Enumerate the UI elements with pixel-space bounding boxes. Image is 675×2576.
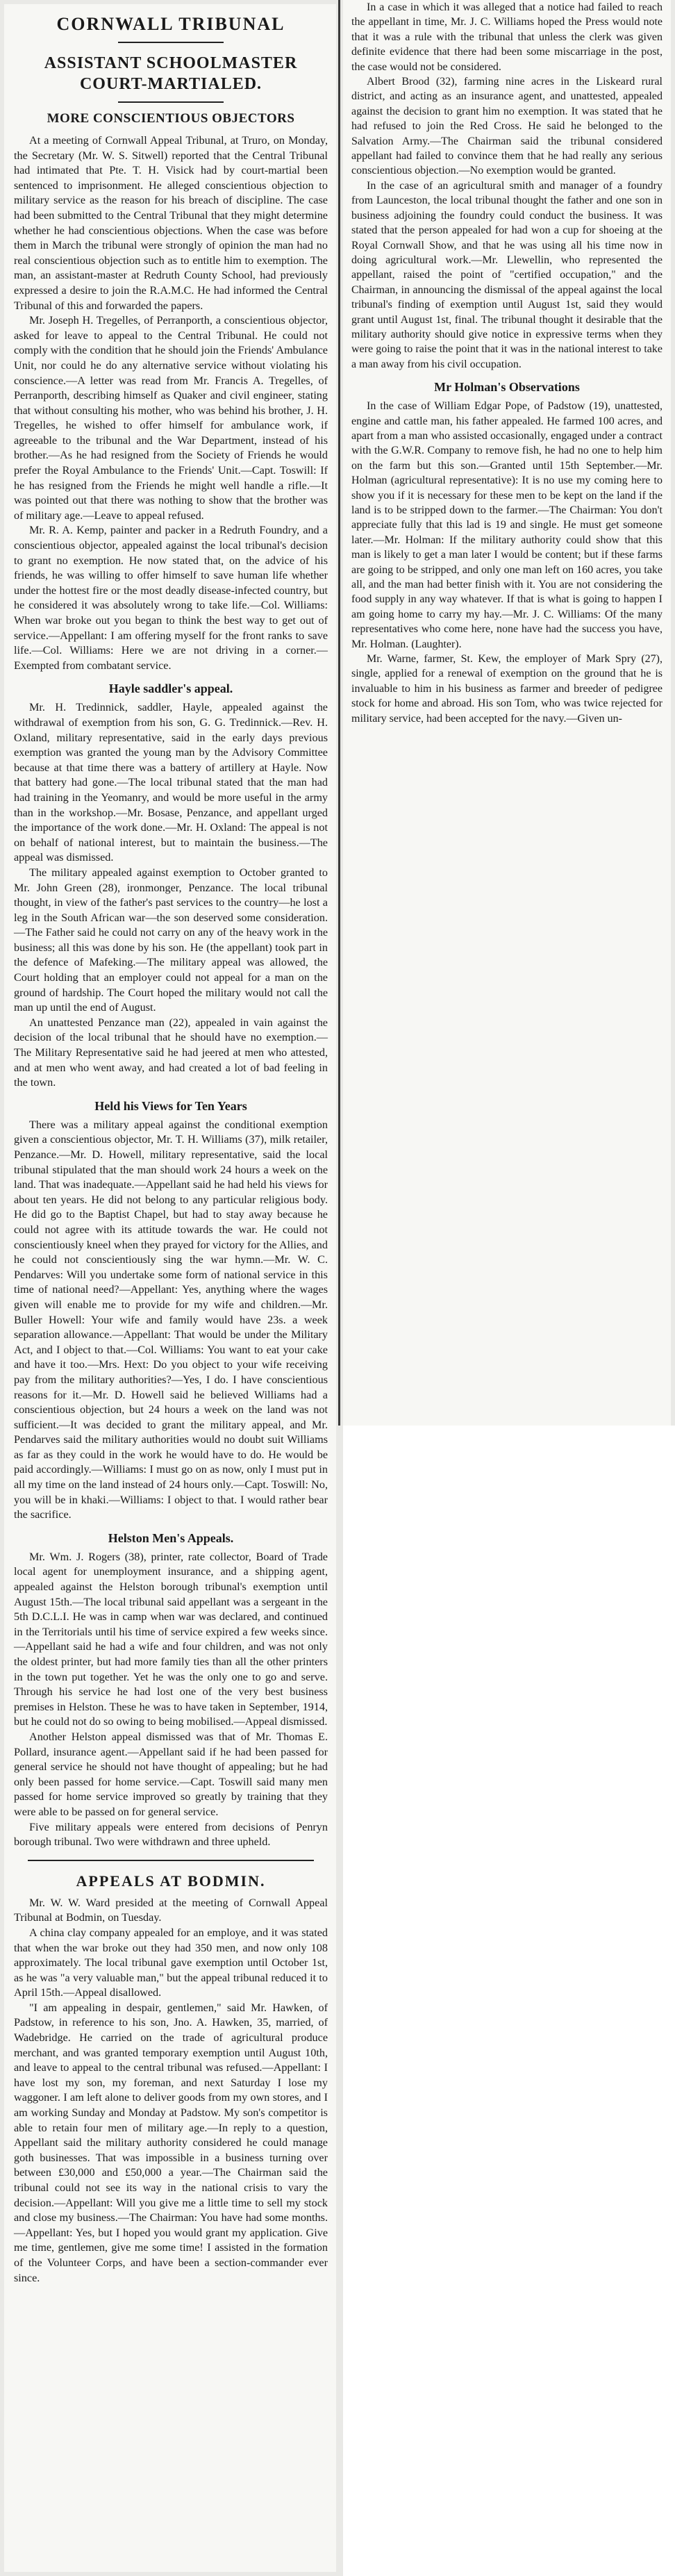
paragraph: The military appealed against exemption to October granted to Mr. John Green (28), ironmonger, Penzance. The local tribunal thought, in view of the father's past services to the country—he lost a leg in the South African war—the son deserved some consideration.—The Father said he could not carry on any of the heavy work in the business; all this was done by his son. He (the appellant) took part in the defence of Mafeking.—The military appeal was allowed, the Court holding that an employer could not appeal for a man on the ground of hardship. The Court hoped the military would not call the man up until the end of August.: [14, 866, 328, 1014]
section-hayle: [14, 682, 328, 1090]
section-holman: [351, 380, 662, 726]
paragraph: An unattested Penzance man (22), appealed in vain against the decision of the local tribunal that he should have no exemption.—The Military Representative said he had jeered at men who attested, and at men who went away, and had created a lot of bad feeling in the town.: [14, 1016, 328, 1089]
section-bodmin-continued: [351, 0, 662, 372]
headline-line-1: ASSISTANT SCHOOLMASTER: [44, 54, 298, 72]
section-intro: [14, 133, 328, 673]
paragraph: "I am appealing in despair, gentlemen," said Mr. Hawken, of Padstow, in reference to his son, Jno. A. Hawken, 35, married, of Wadebridge. He carried on the trade of agricultural produce merchant, and was granted temporary exemption until August 10th, and leave to appeal to the central tribunal was refused.—Appellant: I have lost my son, my foreman, and next Saturday I lose my waggoner. I am left alone to deliver goods from my own stores, and I am working Sunday and Monday at Padstow. My son's competitor is able to retain four men of military age.—In reply to a question, Appellant said the military authority considered he could manage goth businesses. That was impossible in a business turning over between £30,000 and £50,000 a year.—The Chairman said the tribunal could not see its way in the national crisis to vary the decision.—Appellant: Will you give me a little time to sell my stock and close my business.—The Chairman: You have had some months.—Appellant: Yes, but I hoped you would grant my application. Give me time, gentlemen, give me some time! I assisted in the formation of the Volunteer Corps, and have been a section-commander ever since.: [14, 2001, 328, 2284]
section-heading: Held his Views for Ten Years: [94, 1098, 247, 1113]
paragraph: In a case in which it was alleged that a notice had failed to reach the appellant in time, Mr. J. C. Williams hoped the Press would note that it was a rule with the tribunal that unless the clerk was given definite evidence that there had been some miscarriage in the post, the case would not be considered.: [351, 1, 662, 73]
right-column: [343, 0, 671, 1426]
column-divider: [338, 0, 340, 1426]
paragraph: Mr. Warne, farmer, St. Kew, the employer of Mark Spry (27), single, applied for a renewal of exemption on the ground that he is invaluable to him in his business as farmer and breeder of pedigree stock for home and abroad. His son Tom, who was twice rejected for military service, had been accepted for the navy.—Given un-: [351, 653, 662, 725]
paragraph: Five military appeals were entered from decisions of Penryn borough tribunal. Two were withdrawn and three upheld.: [14, 1820, 328, 1849]
section-heading: Helston Men's Appeals.: [108, 1530, 234, 1545]
section-heading: APPEALS AT BODMIN.: [76, 1872, 266, 1890]
paragraph: Mr. W. W. Ward presided at the meeting of Cornwall Appeal Tribunal at Bodmin, on Tuesday.: [14, 1896, 328, 1924]
paragraph: Albert Brood (32), farming nine acres in the Liskeard rural district, and acting as an insurance agent, and unattested, appealed against the decision to grant him no exemption. It was stated that he had refused to join the Red Cross. He said he belonged to the Salvation Army.—The Chairman said the tribunal considered appellant had failed to convince them that he had really any serious conscientious objection.—No exemption would be granted.: [351, 76, 662, 177]
paragraph: Mr. Joseph H. Tregelles, of Perranporth, a conscientious objector, asked for leave to appeal to the Central Tribunal. He could not comply with the condition that he should join the Friends' Ambulance Unit, nor could he do any alternative service without violating his conscience.—A letter was read from Mr. Francis A. Tregelles, of Perranporth, describing himself as Quaker and civil engineer, stating that without consulting his mother, who was behind his brother, J. H. Tregelles, he wished to offer himself for ambulance work, if agreeable to the tribunal and the War Department, instead of his brother.—As he had resigned from the Society of Friends he would prefer the Royal Ambulance to the Friends' Unit.—Capt. Toswill: If he has resigned from the Friends he might well handle a rifle.—It was pointed out that there was nothing to show that the brother was of military age.—Leave to appeal refused.: [14, 314, 328, 522]
headline-rule: [118, 101, 224, 103]
section-bodmin: [14, 1872, 328, 2286]
paragraph: Mr. H. Tredinnick, saddler, Hayle, appealed against the withdrawal of exemption from his son, G. G. Tredinnick.—Rev. H. Oxland, military representative, said in the early days previous exemption was granted the young man by the Advisory Committee because at that time there was a battery of artillery at Hayle. Now that battery had gone.—The local tribunal stated that the man had had training in the Yeomanry, and would be more useful in the army than in the workshop.—Mr. Bosase, Penzance, and appellant urged the importance of the work done.—Mr. H. Oxland: The appeal is not on behalf of national interest, but to maintain the business.—The appeal was dismissed.: [14, 701, 328, 864]
headline: [14, 53, 328, 94]
paragraph: At a meeting of Cornwall Appeal Tribunal, at Truro, on Monday, the Secretary (Mr. W. S. Sitwell) reported that the Central Tribunal had intimated that Pte. T. H. Visick had by court-martial been sentenced to imprisonment. He alleged conscientious objection to military service as the reason for his breach of discipline. The case had been submitted to the Central Tribunal that they might determine whether he had conscientious objections. When the case was before them in March the tribunal were strongly of opinion the man had no real conscientious objection such as to entitle him to exemption. The man, an assistant-master at Redruth County School, had previously expressed a desire to join the R.A.M.C. He had informed the Central Tribunal of this and forwarded the papers.: [14, 134, 328, 312]
paragraph: Another Helston appeal dismissed was that of Mr. Thomas E. Pollard, insurance agent.—Appellant said if he had been passed for general service he should not have thought of appealing; but he had only been passed for home service.—Capt. Toswill said many men passed for home service improved so greatly by training that they were able to be passed on for general service.: [14, 1730, 328, 1818]
paragraph: A china clay company appealed for an employe, and it was stated that when the war broke out they had 350 men, and now only 108 approximately. The local tribunal gave exemption until October 1st, as he was "a very valuable man," but the appeal tribunal reduced it to April 15th.—Appeal disallowed.: [14, 1926, 328, 1999]
section-rule: [28, 1860, 314, 1861]
blank-area: [343, 1426, 675, 2576]
paragraph: There was a military appeal against the conditional exemption given a conscientious objector, Mr. T. H. Williams (37), milk retailer, Penzance.—Mr. D. Howell, military representative, said the local tribunal stipulated that the man should work 24 hours a week on the land. That was inadequate.—Appellant said he had held his views for about ten years. He did not belong to any particular religious body. He did go to the Baptist Chapel, but had to stay away because he could not agree with its attitude towards the war. He could not conscientiously kneel when they prayed for victory for the Allies, and he could not conscientiously sing the war hymn.—Mr. W. C. Pendarves: Will you undertake some form of national service in this time of national need?—Appellant: Yes, anything where the wages given will enable me to provide for my wife and children.—Mr. Buller Howell: Your wife and family would have 23s. a week separation allowance.—Appellant: That would be under the Military Act, and I object to that.—Col. Williams: You want to eat your cake and have it too.—Mrs. Hext: Do you object to your wife receiving pay from the military authorities?—Yes, I do. I have conscientious reasons for it.—Mr. D. Howell said he believed Williams had a conscientious objection, but 24 hours a week on the land was not sufficient.—It was decided to grant the military appeal, and Mr. Pendarves said the military authorities would no doubt suit Williams as far as they could in the work he would have to do. He would be paid accordingly.—Williams: I must go on as now, only I must put in all my time on the land instead of 24 hours only.—Capt. Toswill: No, you will be in khaki.—Williams: I object to that. I would rather bear the sacrifice.: [14, 1118, 328, 1521]
paragraph: In the case of William Edgar Pope, of Padstow (19), unattested, engine and cattle man, his father appealed. He farmed 100 acres, and apart from a man who assisted occasionally, engaged under a contract with the G.W.R. Company to remove fish, he had no one to help him on the farm but this son.—Granted until 15th September.—Mr. Holman (agricultural representative): It is no use my coming here to show you if it is necessary for these men to be kept on the land if the land is to be stripped down to the farmer.—The Chairman: You don't appreciate fully that this lad is 19 and single. He must get someone later.—Mr. Holman: If the military authority could show that this man is likely to get a man later I would be content; but if these farms are going to be stripped, and only one man left on 160 acres, you take all, and the man had better finish with it. You are not considering the food supply in any way whatever. If that is what is going to happen I am going home to carry my hay.—Mr. J. C. Williams: Of the many representatives who come here, none have had the success you have, Mr. Holman. (Laughter).: [351, 400, 662, 650]
subhead: MORE CONSCIENTIOUS OBJECTORS: [47, 111, 295, 126]
left-column: [4, 4, 336, 2572]
section-heading: Hayle saddler's appeal.: [108, 682, 233, 696]
section-helston: [14, 1531, 328, 1850]
masthead-rule: [118, 42, 224, 43]
paragraph: In the case of an agricultural smith and manager of a foundry from Launceston, the local tribunal thought the father and one son in business adjoining the foundry could conduct the business. It was stated that the person appealed for had won a cup for shoeing at the Royal Cornwall Show, and that he was using all his time now in doing agricultural work.—Mr. Llewellin, who represented the appellant, raised the point of "certified occupation," and the Chairman, in announcing the dismissal of the appeal against the local tribunal's finding of exemption until August 1st, said they would grant until August 1st, final. The tribunal thought it desirable that the military authority should give notice in expressive terms when they were going to raise the point that it was in the national interest to take a man away from his civil occupation.: [351, 179, 662, 370]
headline-line-2: COURT-MARTIALED.: [79, 75, 262, 93]
paragraph: Mr. Wm. J. Rogers (38), printer, rate collector, Board of Trade local agent for unemployment insurance, and a shipping agent, appealed against the Helston borough tribunal's exemption until August 15th.—The local tribunal said appellant was a sergeant in the 5th D.C.L.I. He was in camp when war was declared, and continued in the Territorials until his time of service expired a few weeks since.—Appellant said he had a wife and four children, and was not only the oldest printer, but had more family ties than all the other printers in the town put together. Yet he was the only one to go and serve. Through his service he had lost one of the very best business premises in Helston. These he was to have taken in September, 1914, but he could not do so owing to being mobilised.—Appeal dismissed.: [14, 1550, 328, 1728]
paragraph: Mr. R. A. Kemp, painter and packer in a Redruth Foundry, and a conscientious objector, appealed against the local tribunal's decision to grant no exemption. He now stated that, on the advice of his friends, he was willing to offer himself to save human life whether under the hottest fire or the most deadly disease-infected country, but he considered it was absolutely wrong to take life.—Col. Williams: When war broke out you began to think the best way to get out of service.—Appellant: I am offering myself for the front ranks to save life.—Col. Williams: Here we are not driving in a corner.—Exempted from combatant service.: [14, 524, 328, 672]
section-heading: Mr Holman's Observations: [434, 380, 580, 395]
section-views: [14, 1099, 328, 1523]
masthead: CORNWALL TRIBUNAL: [56, 14, 285, 34]
